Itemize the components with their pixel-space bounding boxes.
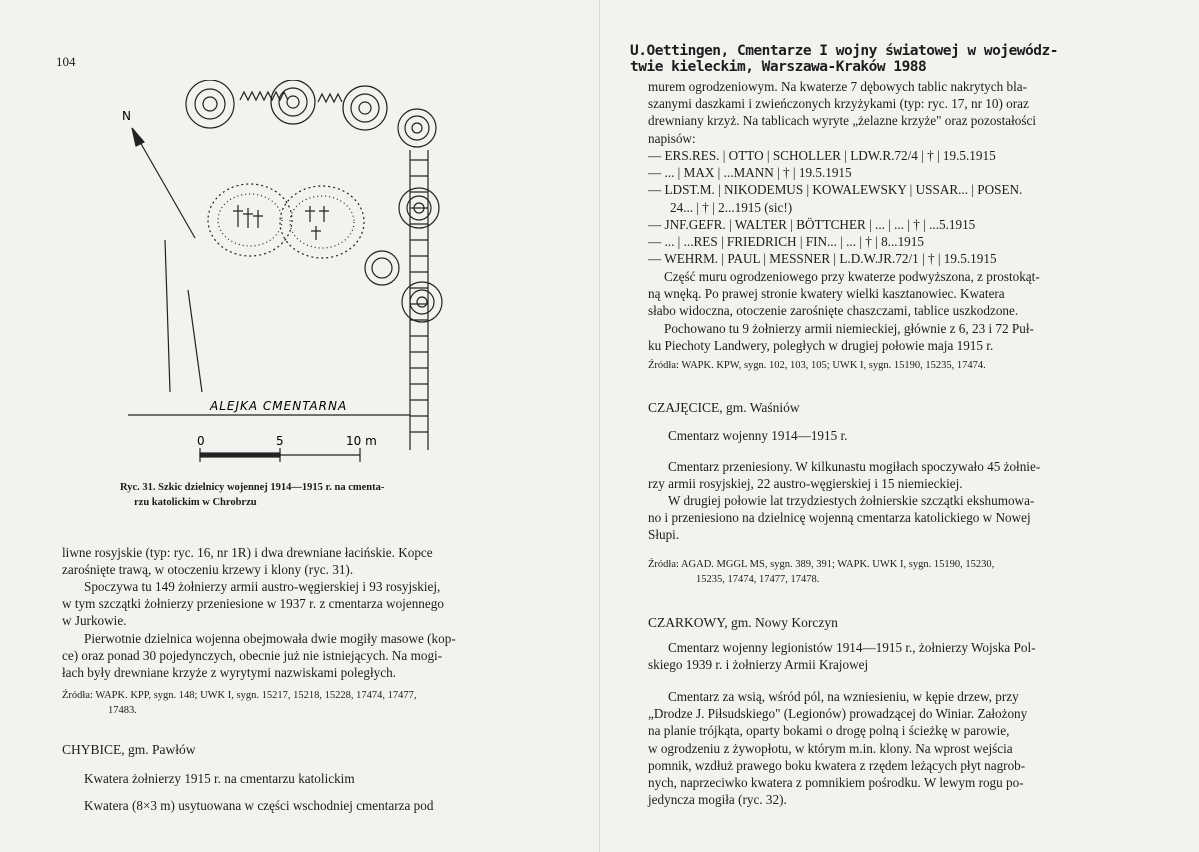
text-line: Część muru ogrodzeniowego przy kwaterze podwyższona, z prostokąt-: [664, 269, 1040, 284]
tree-crown: [365, 251, 399, 285]
text-line: nych, naprzeciwko kwatera z pomnikiem pośrodku. W lewym rogu po-: [648, 775, 1024, 791]
section-subheading: [648, 639, 1036, 673]
north-label: N: [122, 109, 131, 123]
text-line: no i przeniesiono na dzielnicę wojenną cmentarza katolickiego w Nowej: [648, 510, 1031, 526]
page-number: 104: [56, 54, 76, 69]
paragraph: [648, 320, 1034, 354]
inscription-item: — ... | MAX | ...MANN | † | 19.5.1915: [648, 165, 852, 181]
paragraph: [648, 268, 1040, 320]
text-line: szanymi daszkami i zwieńczonych krzyżykami (typ: ryc. 17, nr 10) oraz: [648, 96, 1029, 112]
text-line: zarośnięte trawą, w otoczeniu krzewy i klony (ryc. 31).: [62, 562, 354, 578]
text-line: w Jurkowie.: [62, 613, 127, 629]
figure-caption: [120, 480, 460, 510]
text-line: napisów:: [648, 130, 696, 146]
text-line: pomnik, wzdłuż prawego boku kwatera z rzędem leżących płyt nagrob-: [648, 757, 1026, 773]
scale-label-10: 10 m: [346, 434, 377, 448]
inscription-item: — ... | ...RES | FRIEDRICH | FIN... | ... | † | 8...1915: [648, 234, 924, 250]
text-line: Pochowano tu 9 żołnierzy armii niemieckiej, głównie z 6, 23 i 72 Puł-: [664, 321, 1034, 336]
inscription-item: 24... | † | 2...1915 (sic!): [670, 199, 793, 215]
text-line: ku Piechoty Landwery, poległych w drugiej połowie maja 1915 r.: [648, 338, 994, 354]
paragraph: [62, 630, 456, 682]
right-page: [600, 0, 1199, 852]
text-line: Cmentarz wojenny legionistów 1914—1915 r., żołnierzy Wojska Pol-: [668, 640, 1036, 655]
section-heading: CHYBICE, gm. Pawłów: [62, 742, 196, 757]
text-line: rzy armii rosyjskiej, 22 austro-węgierskiej i 15 niemieckiej.: [648, 476, 963, 492]
text-line: na planie trójkąta, oparty bokami o drogę polną i ścieżkę w parowie,: [648, 723, 1010, 739]
paragraph: [648, 458, 1040, 492]
text-line: w ogrodzeniu z żywopłotu, w którym m.in. klony. Na wprost wejścia: [648, 740, 1013, 756]
tree-crown: [186, 80, 234, 128]
sources-note: Źródła: WAPK. KPW, sygn. 102, 103, 105; UWK I, sygn. 15190, 15235, 17474.: [648, 360, 986, 371]
road-label: ALEJKA CMENTARNA: [210, 399, 348, 413]
text-line: Pierwotnie dzielnica wojenna obejmowała dwie mogiły masowe (kop-: [84, 631, 456, 646]
inscription-item: — ERS.RES. | OTTO | SCHOLLER | LDW.R.72/4 | † | 19.5.1915: [648, 148, 996, 163]
text-line: słabo widoczna, otoczenie zarośnięte chaszczami, tablice uszkodzone.: [648, 303, 1019, 319]
inscription-item: — LDST.M. | NIKODEMUS | KOWALEWSKY | USSAR... | POSEN.: [648, 182, 1023, 198]
inscriptions-list: [648, 147, 1022, 267]
grave-mound: [208, 184, 292, 256]
text-line: Cmentarz przeniesiony. W kilkunastu mogiłach spoczywało 45 żołnie-: [668, 459, 1041, 474]
text-line: Źródła: AGAD. MGGL MS, sygn. 389, 391; WAPK. UWK I, sygn. 15190, 15230,: [648, 559, 995, 570]
section-heading: CZARKOWY, gm. Nowy Korczyn: [648, 615, 838, 630]
paragraph: Kwatera (8×3 m) usytuowana w części wschodniej cmentarza pod: [84, 798, 434, 813]
tree-crown: [271, 80, 315, 124]
typed-bibliographic-header: [630, 43, 1190, 75]
sources-note: [648, 557, 994, 587]
text-line: Spoczywa tu 149 żołnierzy armii austro-węgierskiej i 93 rosyjskiej,: [84, 579, 441, 594]
paragraph: [648, 688, 1027, 808]
text-line: drewniany krzyż. Na tablicach wyryte „żelazne krzyże" oraz pozostałości: [648, 113, 1036, 129]
text-line: 15235, 17474, 17477, 17478.: [696, 574, 820, 585]
text-line: Cmentarz za wsią, wśród pól, na wzniesieniu, w kępie drzew, przy: [668, 689, 1019, 704]
inscription-item: — WEHRM. | PAUL | MESSNER | L.D.W.JR.72/1 | † | 19.5.1915: [648, 251, 997, 267]
text-line: ną wnęką. Po prawej stronie kwatery wielki kasztanowiec. Kwatera: [648, 286, 1005, 302]
tree-crown: [343, 86, 387, 130]
cemetery-sketch-figure: [110, 80, 470, 475]
text-line: w tym szczątki żołnierzy przeniesione w 1937 r. z cmentarza wojennego: [62, 596, 444, 612]
text-line: „Drodze J. Piłsudskiego" (Legionów) prowadzącej do Winiar. Założony: [648, 706, 1028, 722]
caption-line: Ryc. 31. Szkic dzielnicy wojennej 1914—1915 r. na cmenta-: [120, 482, 385, 493]
text-line: murem ogrodzeniowym. Na kwaterze 7 dębowych tablic nakrytych bla-: [648, 79, 1028, 94]
section-heading: CZAJĘCICE, gm. Waśniów: [648, 400, 800, 415]
text-line: liwne rosyjskie (typ: ryc. 16, nr 1R) i dwa drewniane łacińskie. Kopce: [62, 545, 433, 560]
inscription-item: — JNF.GEFR. | WALTER | BÖTTCHER | ... | ... | † | ...5.1915: [648, 216, 976, 232]
section-subheading: Kwatera żołnierzy 1915 r. na cmentarzu katolickim: [84, 771, 355, 786]
text-line: Słupi.: [648, 527, 680, 543]
text-line: skiego 1939 r. i żołnierzy Armii Krajowej: [648, 657, 869, 673]
paragraph: [648, 492, 1034, 544]
text-line: łach były drewniane krzyże z wyrytymi nazwiskami poległych.: [62, 665, 396, 681]
typed-header-line: U.Oettingen, Cmentarze I wojny światowej w wojewódz-: [630, 43, 1058, 59]
scale-label-0: 0: [197, 434, 205, 448]
text-line: Źródła: WAPK. KPP, sygn. 148; UWK I, sygn. 15217, 15218, 15228, 17474, 17477,: [62, 690, 417, 701]
text-line: jedyncza mogiła (ryc. 32).: [648, 792, 787, 808]
caption-line: rzu katolickim w Chrobrzu: [134, 497, 257, 508]
text-line: W drugiej połowie lat trzydziestych żołnierskie szczątki ekshumowa-: [668, 493, 1035, 508]
grave-mound: [280, 186, 364, 258]
tree-crown: [398, 109, 436, 147]
text-line: ce) oraz ponad 30 pojedynczych, obecnie już nie istniejących. Na mogi-: [62, 648, 443, 664]
paragraph: [62, 544, 433, 578]
sources-note: [62, 688, 416, 718]
section-subheading: Cmentarz wojenny 1914—1915 r.: [668, 428, 848, 443]
paragraph: [648, 78, 1036, 147]
text-line: 17483.: [108, 705, 137, 716]
paragraph: [62, 578, 444, 630]
typed-header-line: twie kieleckim, Warszawa-Kraków 1988: [630, 59, 927, 75]
scale-label-5: 5: [276, 434, 284, 448]
